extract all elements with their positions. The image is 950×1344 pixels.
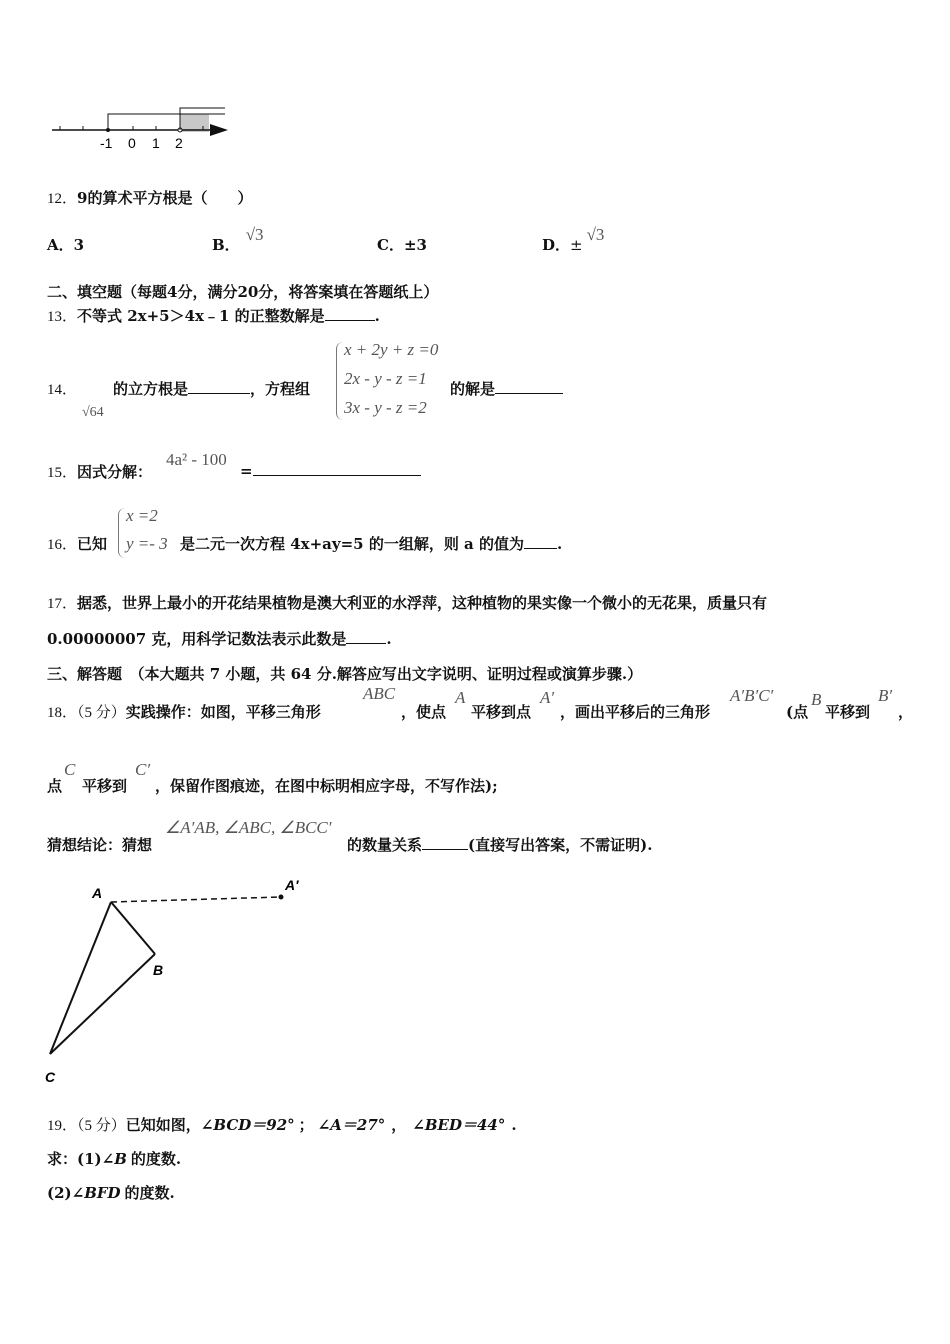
- tick-label: 0: [128, 135, 136, 151]
- question-end: .: [374, 307, 380, 325]
- segment-ab: [111, 902, 155, 954]
- point-a-prime-dot: [279, 895, 284, 900]
- question-text: 平移到: [82, 777, 128, 795]
- question-text: 实践操作：如图，平移三角形: [125, 703, 321, 721]
- question-end: .: [386, 630, 392, 648]
- condition-bed: ∠BED＝44°: [412, 1116, 506, 1134]
- math-point-b: B: [811, 690, 822, 709]
- question-score: （5 分）: [77, 1118, 126, 1134]
- factor-expression: 4a² - 100: [166, 450, 227, 469]
- question-text: 0.00000007 克，用科学记数法表示此数是: [47, 630, 347, 648]
- question-text: 据悉，世界上最小的开花结果植物是澳大利亚的水浮萍，这种植物的果实像一个微小的无花果，质量只有: [77, 594, 768, 612]
- triangle-figure: [40, 870, 320, 1090]
- question-14-text-end: [450, 378, 563, 399]
- option-d: [542, 225, 605, 255]
- label-a-prime: A′: [285, 877, 299, 893]
- question-number: 14．: [47, 382, 78, 398]
- math-triangle-abc: ABC: [363, 684, 396, 703]
- option-c: [377, 234, 427, 255]
- answer-blank[interactable]: [422, 835, 468, 850]
- ask-angle: ∠BFD: [71, 1184, 121, 1202]
- equation-line: x + 2y + z =0: [344, 340, 439, 359]
- question-end: .: [511, 1116, 517, 1134]
- question-text: 已知如图，: [125, 1116, 201, 1134]
- question-number: 12．: [47, 191, 78, 207]
- segment-ca: [50, 902, 111, 1054]
- question-text: 是二元一次方程 4x+ay=5 的一组解，则 a 的值为: [180, 535, 524, 553]
- question-19-ask-2: [47, 1182, 175, 1203]
- question-16-text: [180, 533, 562, 554]
- math-point-a-prime: A′: [540, 688, 555, 707]
- question-text: 点: [47, 777, 63, 795]
- question-17: [47, 592, 767, 613]
- question-text: 平移到: [825, 703, 871, 721]
- answer-blank[interactable]: [495, 379, 563, 394]
- question-17-line2: [47, 628, 392, 649]
- answer-blank[interactable]: [188, 379, 250, 394]
- equation-system-brace: [336, 342, 343, 420]
- question-text: 因式分解：: [77, 463, 153, 481]
- answer-blank[interactable]: [253, 461, 421, 476]
- question-text: 平移到点: [471, 703, 532, 721]
- question-end: .: [557, 535, 563, 553]
- segment-bc: [50, 954, 155, 1054]
- ask-text: 的度数.: [124, 1184, 175, 1202]
- ask-angle: ∠B: [101, 1150, 127, 1168]
- equation-line: x =2: [126, 506, 158, 525]
- answer-blank[interactable]: [524, 534, 557, 549]
- question-number: 16．: [47, 537, 78, 553]
- section-2-title: 二、填空题（每题4分，满分20分，将答案填在答题纸上）: [47, 283, 439, 301]
- separator: ；: [298, 1116, 314, 1134]
- question-14-text: [113, 378, 310, 399]
- question-text: ，使点: [401, 703, 447, 721]
- conjecture-text: [347, 834, 652, 855]
- ask-text: 的度数.: [130, 1150, 182, 1168]
- number-line-arrow: [210, 124, 228, 136]
- label-b: B: [153, 962, 164, 978]
- question-15-answer: [240, 461, 421, 480]
- math-point-b-prime: B′: [878, 686, 893, 705]
- option-b: [212, 225, 264, 255]
- question-12: [47, 187, 252, 208]
- question-stem: 9的算术平方根是（ ）: [77, 189, 253, 207]
- section-3-title: 三、解答题 （本大题共 7 小题，共 64 分.解答应写出文字说明、证明过程或演算步骤.）: [47, 665, 643, 683]
- ask-label: 求：(1): [47, 1150, 102, 1168]
- label-a: A: [92, 885, 103, 901]
- question-text: ，: [898, 703, 914, 721]
- question-text: 的数量关系: [347, 836, 423, 854]
- question-18: [47, 701, 321, 722]
- math-triangle-prime: A′B′C′: [730, 686, 774, 705]
- condition-a: ∠A＝27°: [317, 1116, 386, 1134]
- option-math: √3: [586, 225, 605, 244]
- option-label: B．: [212, 236, 240, 254]
- option-a: [47, 234, 84, 255]
- answer-blank[interactable]: [346, 629, 386, 644]
- tick-label: -1: [100, 135, 113, 151]
- separator: ，: [391, 1116, 407, 1134]
- tick-label: 2: [175, 135, 183, 151]
- question-text: 的解是: [450, 380, 496, 398]
- option-text: ±: [570, 236, 583, 254]
- radical-expression: √64: [82, 405, 104, 420]
- question-text: ，保留作图痕迹，在图中标明相应字母，不写作法);: [155, 777, 498, 795]
- label-c: C: [45, 1069, 56, 1085]
- math-point-c: C: [64, 760, 76, 779]
- question-text: 已知: [77, 535, 108, 553]
- question-number: 15．: [47, 465, 78, 481]
- equation-line: 2x - y - z =1: [344, 369, 427, 388]
- option-text: ±3: [403, 236, 427, 254]
- option-label: D．: [542, 236, 571, 254]
- math-point-c-prime: C′: [135, 760, 151, 779]
- translation-dashed-line: [111, 897, 281, 902]
- math-point-a: A: [455, 688, 466, 707]
- question-text: 不等式 2x+5＞4x﹣1 的正整数解是: [77, 307, 325, 325]
- question-text: 的立方根是: [113, 380, 189, 398]
- ask-label: (2): [47, 1184, 72, 1202]
- conjecture-angles: ∠A′AB, ∠ABC, ∠BCC′: [165, 818, 332, 837]
- question-15: [47, 461, 152, 482]
- question-text: ，方程组: [250, 380, 311, 398]
- equation-line: y =- 3: [126, 534, 168, 553]
- question-13: [47, 305, 380, 326]
- conjecture-label: 猜想结论：猜想: [47, 836, 153, 854]
- question-19: [47, 1114, 517, 1135]
- question-score: （5 分）: [77, 705, 126, 721]
- equation-system-brace: [118, 508, 125, 558]
- question-19-ask-1: [47, 1148, 181, 1169]
- question-number: 13．: [47, 309, 78, 325]
- equation-line: 3x - y - z =2: [344, 398, 427, 417]
- option-label: A．: [47, 236, 74, 254]
- condition-bcd: ∠BCD＝92°: [200, 1116, 295, 1134]
- option-math: √3: [245, 225, 264, 244]
- question-text: (直接写出答案，不需证明).: [468, 836, 653, 854]
- question-number: 17．: [47, 596, 78, 612]
- question-text: (点: [786, 703, 809, 721]
- question-text: ，画出平移后的三角形: [560, 703, 711, 721]
- option-label: C．: [377, 236, 404, 254]
- answer-blank[interactable]: [325, 306, 375, 321]
- option-text: 3: [73, 236, 85, 254]
- question-number: 18．: [47, 705, 78, 721]
- number-line-figure: [50, 104, 235, 154]
- question-number: 19．: [47, 1118, 78, 1134]
- question-16: [47, 533, 107, 554]
- equals-sign: =: [240, 462, 253, 480]
- tick-label: 1: [152, 135, 160, 151]
